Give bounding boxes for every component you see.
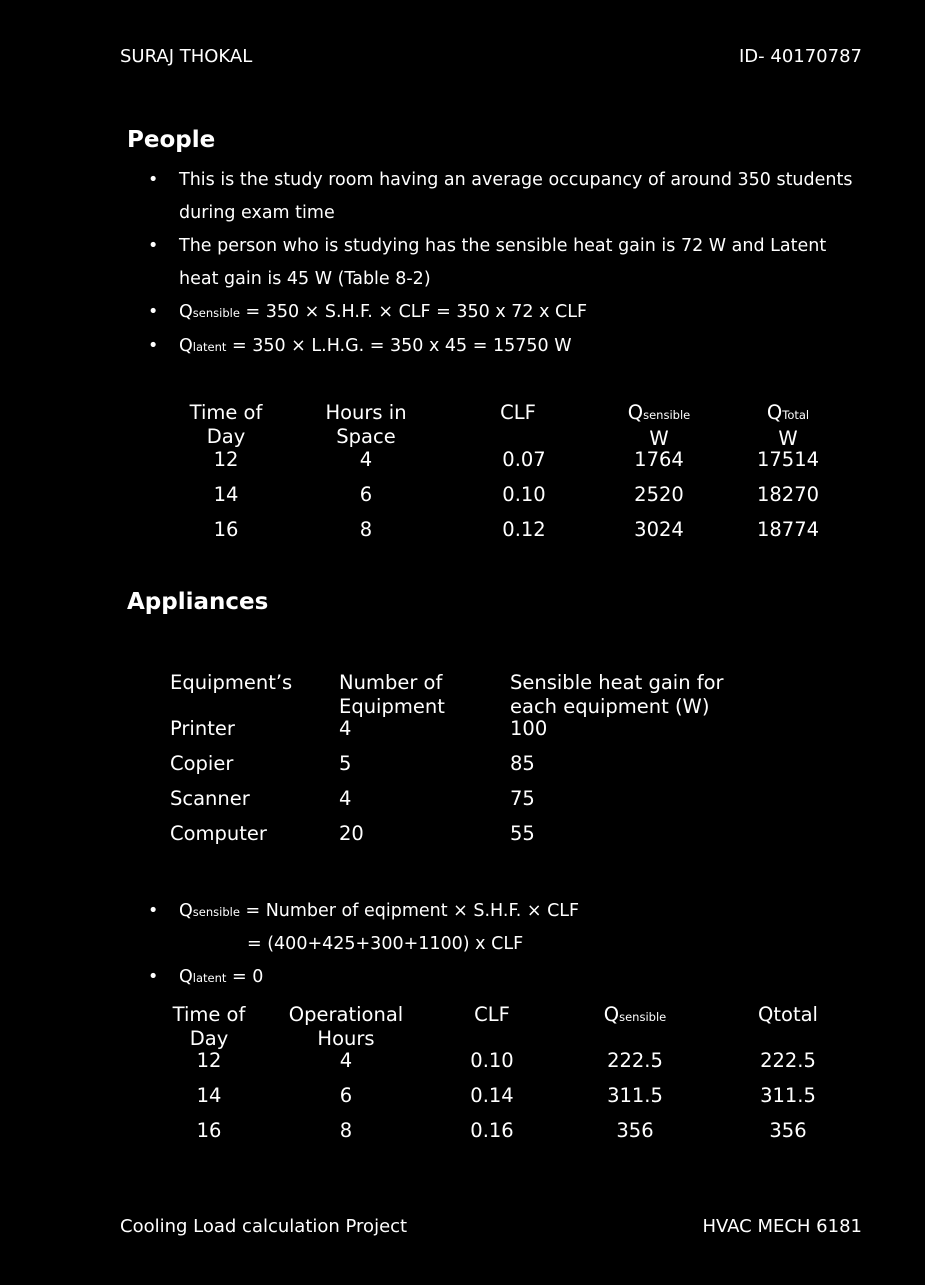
header-subscript: sensible	[643, 408, 691, 422]
table-cell: 4	[339, 787, 352, 810]
header-line: Hours	[317, 1027, 375, 1050]
formula-symbol: Q	[179, 967, 193, 987]
table-header-number	[339, 671, 445, 719]
table-cell: 14	[213, 483, 239, 506]
table-cell: 17514	[756, 448, 820, 471]
header-subscript: Total	[782, 408, 810, 422]
formula-symbol: Q	[179, 901, 193, 921]
table-cell: 4	[359, 448, 373, 471]
header-line: Equipment	[339, 695, 445, 718]
table-cell: 1764	[634, 448, 684, 471]
header-student-id: ID- 40170787	[738, 46, 862, 67]
table-cell: 5	[339, 752, 352, 775]
table-cell: 12	[213, 448, 239, 471]
table-cell: 4	[339, 717, 352, 740]
table-cell: 3024	[634, 518, 684, 541]
formula-symbol: Q	[179, 302, 193, 322]
header-line: Hours in	[325, 401, 407, 424]
header-line: Time of	[172, 1003, 246, 1026]
table-header-qsensible	[628, 401, 690, 451]
table-header-hours	[325, 401, 406, 449]
header-line: Sensible heat gain for	[510, 671, 724, 694]
formula-subscript: latent	[192, 340, 227, 354]
table-cell: 0.14	[470, 1084, 514, 1107]
header-line: Day	[206, 425, 246, 448]
table-cell: 55	[510, 822, 535, 845]
section-heading-appliances: Appliances	[127, 589, 269, 615]
table-cell: 20	[339, 822, 364, 845]
table-cell: 4	[339, 1049, 353, 1072]
table-header-qtotal: Qtotal	[758, 1003, 818, 1026]
bullet-icon: •	[148, 336, 159, 356]
footer-project: Cooling Load calculation Project	[120, 1216, 408, 1237]
table-cell: 356	[616, 1119, 654, 1142]
formula-text: = 0	[226, 967, 264, 987]
formula-subscript: latent	[192, 971, 227, 985]
table-header-equipment: Equipment’s	[170, 671, 293, 694]
table-header-qsensible	[604, 1003, 666, 1029]
table-cell: 6	[339, 1084, 353, 1107]
table-header-heat-gain	[510, 671, 724, 719]
formula-text: = (400+425+300+1100) x CLF	[247, 934, 524, 954]
table-cell: 12	[196, 1049, 222, 1072]
table-cell: 311.5	[760, 1084, 816, 1107]
table-cell: 85	[510, 752, 535, 775]
table-cell: Computer	[170, 822, 267, 845]
bullet-icon: •	[148, 170, 159, 190]
table-header-qtotal	[767, 401, 809, 451]
table-cell: 222.5	[760, 1049, 816, 1072]
bullet-line: The person who is studying has the sensible heat gain is 72 W and Latent	[179, 236, 827, 256]
table-cell: Copier	[170, 752, 234, 775]
header-line: Space	[336, 425, 396, 448]
header-unit: W	[649, 427, 669, 450]
table-cell: 14	[196, 1084, 222, 1107]
header-unit: W	[778, 427, 798, 450]
bullet-icon: •	[148, 967, 159, 987]
header-author: SURAJ THOKAL	[120, 46, 253, 67]
table-cell: 0.16	[470, 1119, 514, 1142]
table-cell: 6	[359, 483, 373, 506]
table-cell: 8	[339, 1119, 353, 1142]
table-header-time	[190, 401, 263, 449]
formula-text: = Number of eqipment × S.H.F. × CLF	[239, 901, 580, 921]
header-line: each equipment (W)	[510, 695, 710, 718]
table-header-time	[173, 1003, 246, 1051]
formula-subscript: sensible	[192, 905, 240, 919]
table-cell: 0.12	[502, 518, 546, 541]
header-line: Number of	[339, 671, 443, 694]
table-cell: 0.10	[502, 483, 546, 506]
bullet-line: heat gain is 45 W (Table 8-2)	[179, 269, 431, 289]
table-cell: 16	[196, 1119, 222, 1142]
formula-text: = 350 × S.H.F. × CLF = 350 x 72 x CLF	[239, 302, 588, 322]
header-line: Day	[189, 1027, 229, 1050]
table-header-hours	[289, 1003, 403, 1051]
table-cell: Printer	[170, 717, 235, 740]
formula-subscript: sensible	[192, 306, 240, 320]
table-cell: 0.07	[502, 448, 546, 471]
table-header-clf: CLF	[500, 401, 536, 424]
header-line: Time of	[189, 401, 263, 424]
table-cell: 18774	[756, 518, 820, 541]
header-subscript: sensible	[619, 1010, 667, 1024]
table-cell: 222.5	[607, 1049, 663, 1072]
bullet-line: during exam time	[179, 203, 335, 223]
table-cell: 18270	[756, 483, 820, 506]
bullet-icon: •	[148, 901, 159, 921]
bullet-icon: •	[148, 302, 159, 322]
table-cell: 356	[769, 1119, 807, 1142]
header-line: Operational	[288, 1003, 404, 1026]
table-cell: 75	[510, 787, 535, 810]
bullet-icon: •	[148, 236, 159, 256]
bullet-line: This is the study room having an average occupancy of around 350 students	[179, 170, 853, 190]
table-cell: Scanner	[170, 787, 250, 810]
formula-text: = 350 × L.H.G. = 350 x 45 = 15750 W	[226, 336, 572, 356]
header-symbol: Q	[627, 401, 644, 424]
formula-symbol: Q	[179, 336, 193, 356]
table-cell: 16	[213, 518, 239, 541]
footer-course: HVAC MECH 6181	[702, 1216, 862, 1237]
section-heading-people: People	[127, 127, 216, 153]
table-header-clf: CLF	[474, 1003, 510, 1026]
table-cell: 2520	[634, 483, 684, 506]
table-cell: 0.10	[470, 1049, 514, 1072]
header-symbol: Q	[766, 401, 783, 424]
table-cell: 100	[510, 717, 548, 740]
table-cell: 311.5	[607, 1084, 663, 1107]
header-symbol: Q	[603, 1003, 620, 1026]
table-cell: 8	[359, 518, 373, 541]
